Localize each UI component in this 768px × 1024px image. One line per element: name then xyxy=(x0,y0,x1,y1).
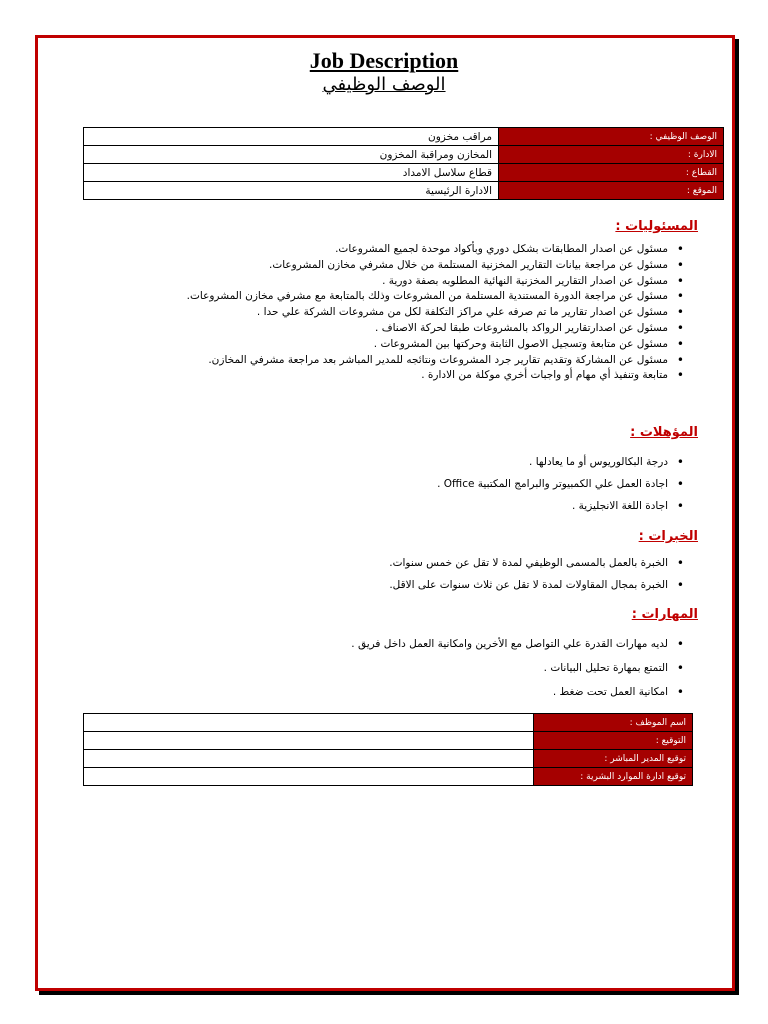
table-row xyxy=(84,768,693,786)
document-title-ar: الوصف الوظيفي xyxy=(322,74,446,95)
skills-list xyxy=(48,632,668,704)
table-row xyxy=(84,714,693,732)
list-item: مسئول عن اصدار التقارير المخزنية النهائية المطلوبه بصفة دورية . • xyxy=(48,274,668,290)
skills-title: المهارات : xyxy=(631,607,698,622)
list-item: مسئول عن مراجعة الدورة المستندية المستلمة من المشروعات وذلك بالمتابعة مع مشرفي مخازن المشروعات. • xyxy=(48,289,668,305)
list-item: مسئول عن اصدار المطابقات بشكل دوري وبأكواد موحدة لجميع المشروعات. • xyxy=(48,242,668,258)
qualifications-title: المؤهلات : xyxy=(630,425,698,440)
responsibilities-list xyxy=(48,242,668,384)
signature-label: توقيع المدير المباشر : xyxy=(534,750,693,768)
list-item: مسئول عن المشاركة وتقديم تقارير جرد المشروعات ونتائجه للمدير المباشر بعد مراجعة مشرفي المخازن. • xyxy=(48,353,668,369)
info-value: مراقب مخزون xyxy=(84,128,499,146)
qualifications-list xyxy=(48,451,668,517)
signature-field[interactable] xyxy=(84,750,534,768)
table-row xyxy=(84,732,693,750)
table-row xyxy=(84,146,724,164)
job-info-table xyxy=(83,127,724,200)
list-item: متابعة وتنفيذ أي مهام أو واجبات أخري موكلة من الادارة . • xyxy=(48,368,668,384)
document-title-en: Job Description xyxy=(309,48,459,73)
table-row xyxy=(84,128,724,146)
list-item: لديه مهارات القدرة علي التواصل مع الأخرين وامكانية العمل داخل فريق . • xyxy=(48,632,668,656)
table-row xyxy=(84,182,724,200)
info-label: القطاع : xyxy=(499,164,724,182)
info-label: الادارة : xyxy=(499,146,724,164)
signature-field[interactable] xyxy=(84,732,534,750)
list-item: مسئول عن اصدار تقارير ما تم صرفه علي مراكز التكلفة لكل من مشروعات الشركة علي حدا . • xyxy=(48,305,668,321)
list-item: مسئول عن متابعة وتسجيل الاصول الثابتة وحركتها بين المشروعات . • xyxy=(48,337,668,353)
signature-field[interactable] xyxy=(84,768,534,786)
list-item: الخبرة بمجال المقاولات لمدة لا تقل عن ثلاث سنوات على الاقل. • xyxy=(48,574,668,596)
list-item: امكانية العمل تحت ضغط . • xyxy=(48,680,668,704)
list-item: التمتع بمهارة تحليل البيانات . • xyxy=(48,656,668,680)
signature-table xyxy=(83,713,693,786)
signature-label: التوقيع : xyxy=(534,732,693,750)
list-item: الخبرة بالعمل بالمسمى الوظيفي لمدة لا تقل عن خمس سنوات. • xyxy=(48,552,668,574)
info-value: الادارة الرئيسية xyxy=(84,182,499,200)
signature-label: اسم الموظف : xyxy=(534,714,693,732)
list-item: مسئول عن مراجعة بيانات التقارير المخزنية المستلمة من خلال مشرفي مخازن المشروعات. • xyxy=(48,258,668,274)
info-value: قطاع سلاسل الامداد xyxy=(84,164,499,182)
experience-title: الخبرات : xyxy=(638,529,698,544)
info-label: الوصف الوظيفي : xyxy=(499,128,724,146)
info-label: الموقع : xyxy=(499,182,724,200)
table-row xyxy=(84,750,693,768)
signature-label: توقيع ادارة الموارد البشرية : xyxy=(534,768,693,786)
table-row xyxy=(84,164,724,182)
list-item: اجادة العمل علي الكمبيوتر والبرامج المكتبية Office . • xyxy=(48,473,668,495)
list-item: اجادة اللغة الانجليزية . • xyxy=(48,495,668,517)
responsibilities-title: المسئوليات : xyxy=(615,219,698,234)
info-value: المخازن ومراقبة المخزون xyxy=(84,146,499,164)
list-item: درجة البكالوريوس أو ما يعادلها . • xyxy=(48,451,668,473)
list-item: مسئول عن اصدارتقارير الرواكد بالمشروعات طبقا لحركة الاصناف . • xyxy=(48,321,668,337)
experience-list xyxy=(48,552,668,596)
signature-field[interactable] xyxy=(84,714,534,732)
